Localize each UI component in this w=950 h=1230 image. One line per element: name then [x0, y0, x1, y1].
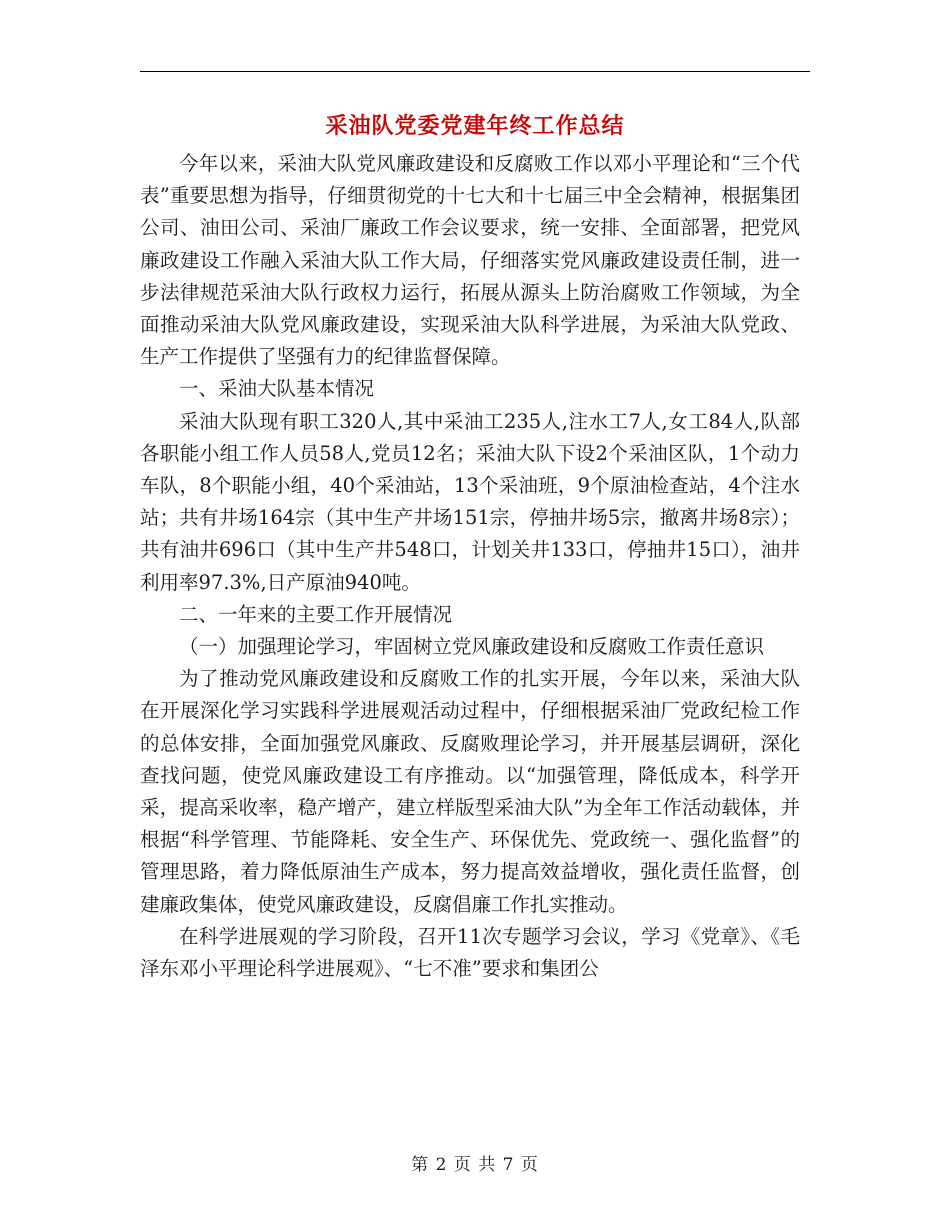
document-body [140, 148, 800, 985]
header-rule [140, 71, 810, 72]
study-meetings-paragraph: 在科学进展观的学习阶段，召开11次专题学习会议，学习《党章》、《毛泽东邓小平理论科学进展观》、“七不准”要求和集团公 [140, 924, 800, 981]
basic-situation-paragraph: 采油大队现有职工320人,其中采油工235人,注水工7人,女工84人,队部各职能小组工作人员58人,党员12名；采油大队下设2个采油区队，1个动力车队，8个职能小组，40个采油站，13个采油班，9个原油检查站，4个注水站；共有井场164宗（其中生产井场151宗，停抽井场5宗，撤离井场8宗）；共有油井696口（其中生产井548口，计划关井133口，停抽井15口），油井利用率97.3%,日产原油940吨。 [140, 409, 800, 594]
section-heading-main-work: 二、一年来的主要工作开展情况 [179, 602, 453, 626]
subsection-heading-theory-study: （一）加强理论学习，牢固树立党风廉政建设和反腐败工作责任意识 [179, 635, 765, 659]
document-title: 采油队党委党建年终工作总结 [325, 113, 625, 139]
intro-paragraph: 今年以来，采油大队党风廉政建设和反腐败工作以邓小平理论和“三个代表”重要思想为指导，仔细贯彻党的十七大和十七届三中全会精神，根据集团公司、油田公司、采油厂廉政工作会议要求，统一安排、全面部署，把党风廉政建设工作融入采油大队工作大局，仔细落实党风廉政建设责任制，进一步法律规范采油大队行政权力运行，拓展从源头上防治腐败工作领域，为全面推动采油大队党风廉政建设，实现采油大队科学进展，为采油大队党政、生产工作提供了坚强有力的纪律监督保障。 [140, 152, 800, 369]
section-heading-basic-situation: 一、采油大队基本情况 [179, 377, 375, 401]
theory-study-paragraph: 为了推动党风廉政建设和反腐败工作的扎实开展，今年以来，采油大队在开展深化学习实践科学进展观活动过程中，仔细根据采油厂党政纪检工作的总体安排，全面加强党风廉政、反腐败理论学习，并开展基层调研，深化查找问题，使党风廉政建设工有序推动。以“加强管理，降低成本，科学开采，提高采收率，稳产增产，建立样版型采油大队”为全年工作活动载体，并根据“科学管理、节能降耗、安全生产、环保优先、党政统一、强化监督”的管理思路，着力降低原油生产成本，努力提高效益增收，强化责任监督，创建廉政集体，使党风廉政建设，反腐倡廉工作扎实推动。 [140, 667, 800, 916]
page-number-footer: 第 2 页 共 7 页 [411, 1155, 539, 1175]
